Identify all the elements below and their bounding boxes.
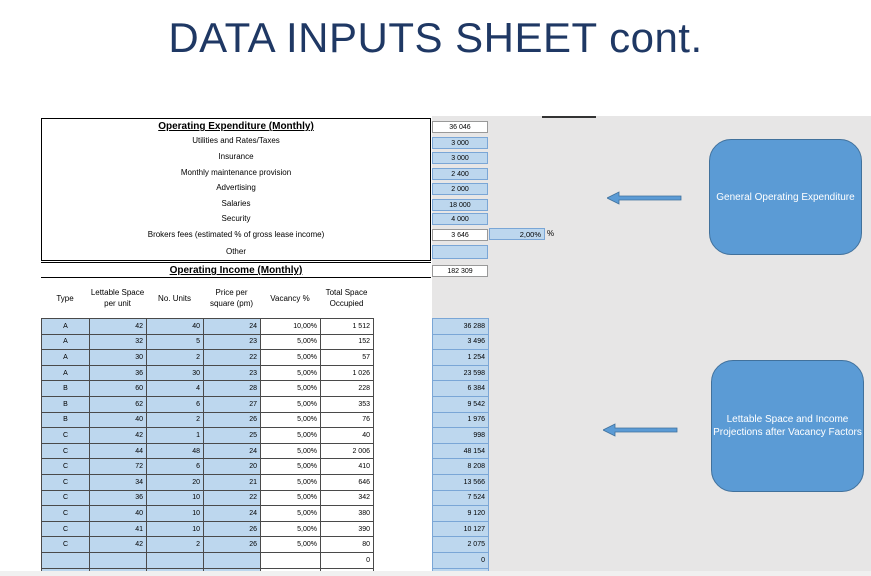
spacer-cell bbox=[374, 537, 431, 553]
cell-price[interactable]: 20 bbox=[204, 459, 261, 475]
cell-lettable[interactable]: 44 bbox=[90, 443, 147, 459]
table-row bbox=[433, 521, 489, 537]
table-row bbox=[42, 365, 431, 381]
spacer-cell bbox=[374, 428, 431, 444]
cell-price[interactable]: 26 bbox=[204, 537, 261, 553]
cell-lettable[interactable]: 42 bbox=[90, 537, 147, 553]
cell-type[interactable]: C bbox=[42, 459, 90, 475]
table-row bbox=[433, 396, 489, 412]
cell-units[interactable]: 6 bbox=[147, 396, 204, 412]
cell-units[interactable]: 10 bbox=[147, 521, 204, 537]
cell-vacancy[interactable]: 5,00% bbox=[261, 443, 321, 459]
cell-occupied[interactable]: 410 bbox=[321, 459, 374, 475]
cell-vacancy[interactable]: 5,00% bbox=[261, 521, 321, 537]
cell-lettable[interactable]: 60 bbox=[90, 381, 147, 397]
cell-units[interactable]: 2 bbox=[147, 412, 204, 428]
header-lettable: Lettable Space per unit bbox=[90, 288, 145, 308]
expense-value[interactable]: 2 000 bbox=[432, 183, 488, 195]
spacer-cell bbox=[374, 350, 431, 366]
cell-occupied[interactable]: 2 006 bbox=[321, 443, 374, 459]
cell-vacancy[interactable]: 5,00% bbox=[261, 412, 321, 428]
expense-value[interactable]: 4 000 bbox=[432, 213, 488, 225]
cell-type[interactable]: A bbox=[42, 350, 90, 366]
cell-border-fragment bbox=[542, 116, 596, 118]
cell-occupied[interactable]: 390 bbox=[321, 521, 374, 537]
spacer-cell bbox=[374, 319, 431, 335]
cell-type[interactable]: A bbox=[42, 365, 90, 381]
cell-units[interactable]: 4 bbox=[147, 381, 204, 397]
cell-income[interactable]: 8 208 bbox=[433, 459, 489, 475]
cell-income[interactable]: 1 976 bbox=[433, 412, 489, 428]
cell-vacancy[interactable]: 5,00% bbox=[261, 506, 321, 522]
section-divider bbox=[41, 277, 431, 278]
slide-title: DATA INPUTS SHEET cont. bbox=[168, 14, 703, 61]
table-row bbox=[433, 474, 489, 490]
spacer-cell bbox=[374, 506, 431, 522]
cell-units[interactable]: 6 bbox=[147, 459, 204, 475]
cell-type[interactable]: A bbox=[42, 319, 90, 335]
cell-vacancy[interactable]: 10,00% bbox=[261, 319, 321, 335]
cell-occupied[interactable]: 0 bbox=[321, 552, 374, 568]
income-title: Operating Income (Monthly) bbox=[169, 265, 303, 276]
cell-occupied[interactable]: 76 bbox=[321, 412, 374, 428]
cell-income[interactable]: 10 127 bbox=[433, 521, 489, 537]
cell-lettable[interactable]: 36 bbox=[90, 365, 147, 381]
expense-label: Advertising bbox=[216, 183, 256, 192]
bottom-strip bbox=[0, 571, 871, 576]
table-row bbox=[42, 474, 431, 490]
table-row bbox=[433, 428, 489, 444]
cell-type[interactable]: C bbox=[42, 443, 90, 459]
cell-price[interactable]: 28 bbox=[204, 381, 261, 397]
cell-type[interactable]: A bbox=[42, 334, 90, 350]
cell-price[interactable]: 24 bbox=[204, 506, 261, 522]
cell-income[interactable]: 9 542 bbox=[433, 396, 489, 412]
cell-lettable[interactable]: 34 bbox=[90, 474, 147, 490]
table-row bbox=[433, 412, 489, 428]
cell-lettable[interactable]: 41 bbox=[90, 521, 147, 537]
spacer-cell bbox=[374, 474, 431, 490]
cell-vacancy[interactable]: 5,00% bbox=[261, 490, 321, 506]
cell-lettable[interactable]: 40 bbox=[90, 412, 147, 428]
section-divider bbox=[41, 262, 431, 263]
cell-type[interactable]: C bbox=[42, 537, 90, 553]
expense-label: Insurance bbox=[218, 152, 254, 161]
income-callout: Lettable Space and Income Projections after Vacancy Factors bbox=[711, 360, 864, 492]
table-row bbox=[433, 459, 489, 475]
expense-label: Other bbox=[225, 247, 246, 256]
table-row bbox=[433, 537, 489, 553]
table-row bbox=[42, 381, 431, 397]
cell-income[interactable]: 48 154 bbox=[433, 443, 489, 459]
cell-price[interactable]: 21 bbox=[204, 474, 261, 490]
expense-label: Security bbox=[221, 214, 251, 223]
cell-vacancy[interactable]: 5,00% bbox=[261, 365, 321, 381]
table-row bbox=[433, 350, 489, 366]
cell-lettable[interactable]: 30 bbox=[90, 350, 147, 366]
spacer-cell bbox=[374, 552, 431, 568]
table-row bbox=[42, 428, 431, 444]
cell-income[interactable]: 2 075 bbox=[433, 537, 489, 553]
cell-type[interactable]: C bbox=[42, 490, 90, 506]
spacer-cell bbox=[374, 381, 431, 397]
cell-lettable[interactable]: 36 bbox=[90, 490, 147, 506]
cell-units[interactable]: 40 bbox=[147, 319, 204, 335]
cell-vacancy[interactable]: 5,00% bbox=[261, 537, 321, 553]
spacer-cell bbox=[374, 443, 431, 459]
cell-income[interactable]: 3 496 bbox=[433, 334, 489, 350]
cell-vacancy[interactable] bbox=[261, 552, 321, 568]
cell-occupied[interactable]: 152 bbox=[321, 334, 374, 350]
expenditure-title: Operating Expenditure (Monthly) bbox=[158, 121, 314, 132]
cell-type[interactable]: C bbox=[42, 474, 90, 490]
cell-vacancy[interactable]: 5,00% bbox=[261, 474, 321, 490]
cell-units[interactable] bbox=[147, 552, 204, 568]
cell-price[interactable]: 25 bbox=[204, 428, 261, 444]
table-row bbox=[42, 350, 431, 366]
spacer-cell bbox=[374, 490, 431, 506]
cell-price[interactable]: 27 bbox=[204, 396, 261, 412]
table-row bbox=[42, 412, 431, 428]
cell-income[interactable]: 9 120 bbox=[433, 506, 489, 522]
table-row bbox=[433, 334, 489, 350]
cell-units[interactable]: 1 bbox=[147, 428, 204, 444]
cell-units[interactable]: 2 bbox=[147, 350, 204, 366]
spacer-cell bbox=[374, 365, 431, 381]
cell-price[interactable]: 22 bbox=[204, 350, 261, 366]
cell-income[interactable]: 0 bbox=[433, 552, 489, 568]
expense-label: Monthly maintenance provision bbox=[180, 168, 292, 177]
cell-units[interactable]: 48 bbox=[147, 443, 204, 459]
table-row bbox=[433, 381, 489, 397]
table-row bbox=[42, 552, 431, 568]
cell-type[interactable]: C bbox=[42, 506, 90, 522]
table-row bbox=[433, 319, 489, 335]
cell-units[interactable]: 20 bbox=[147, 474, 204, 490]
header-type: Type bbox=[56, 293, 74, 303]
cell-vacancy[interactable]: 5,00% bbox=[261, 350, 321, 366]
header-units: No. Units bbox=[158, 293, 191, 303]
table-row bbox=[433, 552, 489, 568]
expense-value[interactable] bbox=[432, 245, 488, 259]
cell-units[interactable]: 30 bbox=[147, 365, 204, 381]
spacer-cell bbox=[374, 334, 431, 350]
cell-vacancy[interactable]: 5,00% bbox=[261, 381, 321, 397]
cell-type[interactable]: C bbox=[42, 521, 90, 537]
header-price: Price per square (pm) bbox=[209, 288, 254, 308]
cell-price[interactable]: 23 bbox=[204, 334, 261, 350]
cell-income[interactable]: 23 598 bbox=[433, 365, 489, 381]
expenditure-total[interactable]: 36 046 bbox=[432, 121, 488, 133]
table-row bbox=[433, 506, 489, 522]
cell-price[interactable]: 22 bbox=[204, 490, 261, 506]
cell-lettable[interactable]: 32 bbox=[90, 334, 147, 350]
spacer-cell bbox=[374, 412, 431, 428]
cell-occupied[interactable]: 353 bbox=[321, 396, 374, 412]
header-occupied: Total Space Occupied bbox=[325, 288, 368, 308]
table-row bbox=[433, 443, 489, 459]
cell-price[interactable]: 24 bbox=[204, 443, 261, 459]
cell-occupied[interactable]: 380 bbox=[321, 506, 374, 522]
cell-occupied[interactable]: 40 bbox=[321, 428, 374, 444]
table-row bbox=[42, 319, 431, 335]
cell-occupied[interactable]: 57 bbox=[321, 350, 374, 366]
cell-income[interactable]: 1 254 bbox=[433, 350, 489, 366]
cell-occupied[interactable]: 80 bbox=[321, 537, 374, 553]
cell-income[interactable]: 998 bbox=[433, 428, 489, 444]
income-values-column bbox=[432, 318, 489, 576]
expense-value[interactable]: 3 000 bbox=[432, 137, 488, 149]
expense-label: Brokers fees (estimated % of gross lease income) bbox=[147, 230, 325, 239]
table-row bbox=[42, 396, 431, 412]
cell-lettable[interactable]: 40 bbox=[90, 506, 147, 522]
cell-price[interactable]: 24 bbox=[204, 319, 261, 335]
pct-sign: % bbox=[547, 229, 555, 238]
expense-value[interactable]: 18 000 bbox=[432, 199, 488, 211]
spacer-cell bbox=[374, 521, 431, 537]
expenditure-callout: General Operating Expenditure bbox=[709, 139, 862, 255]
cell-price[interactable]: 23 bbox=[204, 365, 261, 381]
expense-value[interactable]: 3 646 bbox=[432, 229, 488, 241]
cell-income[interactable]: 7 524 bbox=[433, 490, 489, 506]
cell-vacancy[interactable]: 5,00% bbox=[261, 334, 321, 350]
table-row bbox=[433, 365, 489, 381]
spacer-cell bbox=[374, 459, 431, 475]
income-total[interactable]: 182 309 bbox=[432, 265, 488, 277]
cell-units[interactable]: 2 bbox=[147, 537, 204, 553]
broker-pct-input[interactable]: 2,00% bbox=[489, 228, 545, 240]
cell-units[interactable]: 5 bbox=[147, 334, 204, 350]
expense-label: Utilities and Rates/Taxes bbox=[192, 136, 280, 145]
cell-type[interactable] bbox=[42, 552, 90, 568]
cell-vacancy[interactable]: 5,00% bbox=[261, 459, 321, 475]
table-row bbox=[42, 537, 431, 553]
table-row bbox=[42, 443, 431, 459]
income-table bbox=[41, 318, 431, 576]
cell-type[interactable]: C bbox=[42, 428, 90, 444]
cell-income[interactable]: 13 566 bbox=[433, 474, 489, 490]
cell-type[interactable]: B bbox=[42, 412, 90, 428]
table-row bbox=[42, 459, 431, 475]
cell-occupied[interactable]: 1 512 bbox=[321, 319, 374, 335]
table-row bbox=[42, 334, 431, 350]
table-row bbox=[42, 506, 431, 522]
table-row bbox=[42, 521, 431, 537]
cell-occupied[interactable]: 646 bbox=[321, 474, 374, 490]
expense-label: Salaries bbox=[221, 199, 251, 208]
table-row bbox=[433, 490, 489, 506]
cell-occupied[interactable]: 228 bbox=[321, 381, 374, 397]
cell-type[interactable]: B bbox=[42, 396, 90, 412]
expense-value[interactable]: 2 400 bbox=[432, 168, 488, 180]
table-row bbox=[42, 490, 431, 506]
cell-units[interactable]: 10 bbox=[147, 490, 204, 506]
cell-income[interactable]: 6 384 bbox=[433, 381, 489, 397]
cell-lettable[interactable]: 72 bbox=[90, 459, 147, 475]
arrow-left-icon bbox=[607, 191, 683, 205]
expense-value[interactable]: 3 000 bbox=[432, 152, 488, 164]
cell-occupied[interactable]: 1 026 bbox=[321, 365, 374, 381]
cell-vacancy[interactable]: 5,00% bbox=[261, 428, 321, 444]
cell-lettable[interactable] bbox=[90, 552, 147, 568]
cell-price[interactable]: 26 bbox=[204, 412, 261, 428]
cell-occupied[interactable]: 342 bbox=[321, 490, 374, 506]
arrow-left-icon bbox=[603, 423, 679, 437]
cell-income[interactable]: 36 288 bbox=[433, 319, 489, 335]
header-vacancy: Vacancy % bbox=[270, 293, 310, 303]
cell-units[interactable]: 10 bbox=[147, 506, 204, 522]
cell-lettable[interactable]: 62 bbox=[90, 396, 147, 412]
cell-lettable[interactable]: 42 bbox=[90, 319, 147, 335]
cell-type[interactable]: B bbox=[42, 381, 90, 397]
cell-price[interactable] bbox=[204, 552, 261, 568]
cell-vacancy[interactable]: 5,00% bbox=[261, 396, 321, 412]
spacer-cell bbox=[374, 396, 431, 412]
cell-price[interactable]: 26 bbox=[204, 521, 261, 537]
cell-lettable[interactable]: 42 bbox=[90, 428, 147, 444]
